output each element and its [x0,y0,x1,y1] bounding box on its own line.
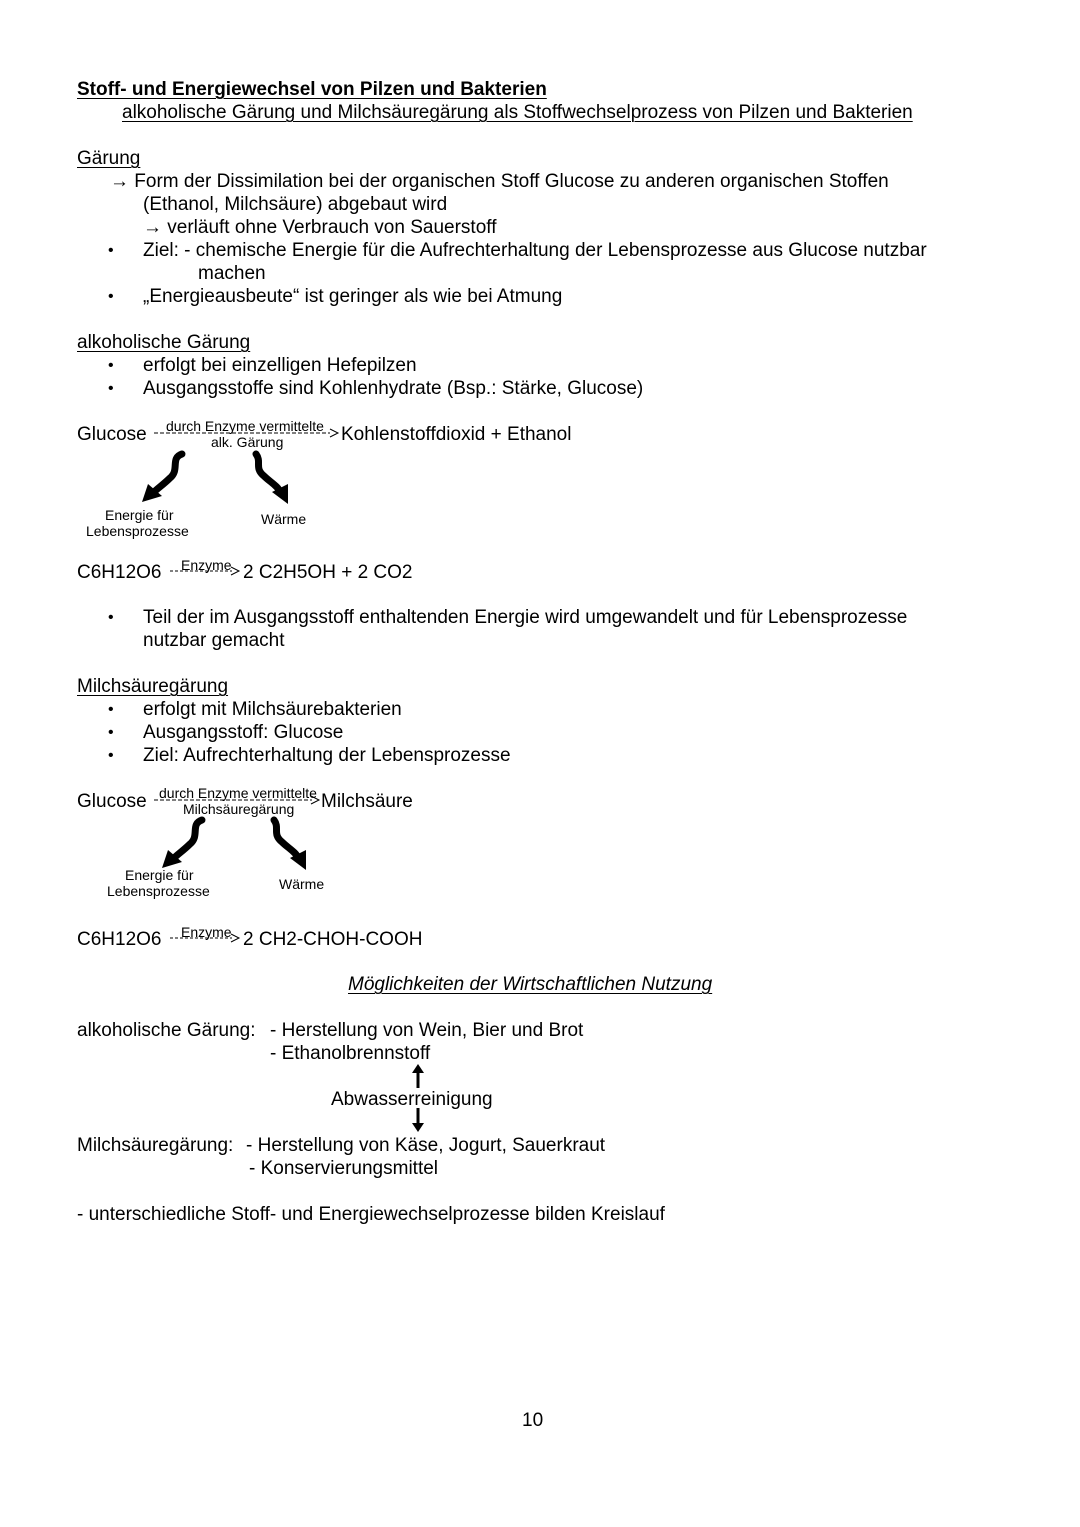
equation2-arrow-label: Enzyme [181,924,232,940]
bullet-icon: • [108,701,114,718]
diagram1-energy-label-line1: Energie für [105,507,174,523]
page-number: 10 [522,1410,544,1431]
bullet-icon: • [108,609,114,626]
bullet-icon: • [108,288,114,305]
equation2-right: 2 CH2-CHOH-COOH [243,929,423,950]
diagram1-reaction-arrow-icon [154,428,339,438]
energy-output-arrow-icon [160,818,210,870]
list-item: Ausgangsstoff: Glucose [143,722,344,743]
energy-note-line2: nutzbar gemacht [143,630,285,651]
equation1-right: 2 C2H5OH + 2 CO2 [243,562,413,583]
usage-alkoholisch-label: alkoholische Gärung: [77,1020,256,1041]
equation1-left: C6H12O6 [77,562,162,583]
list-item: Ziel: Aufrechterhaltung der Lebensprozesse [143,745,511,766]
section-heading-alkoholische-gaerung: alkoholische Gärung [77,332,251,353]
equation2-left: C6H12O6 [77,929,162,950]
usage-middle-abwasserreinigung: Abwasserreinigung [331,1089,493,1110]
page-subtitle: alkoholische Gärung und Milchsäuregärung als Stoffwechselprozess von Pilzen und Bakterien [122,102,913,123]
gaerung-definition-line3: → verläuft ohne Verbrauch von Sauerstoff [143,217,497,238]
gaerung-goal-line1: Ziel: - chemische Energie für die Aufrechterhaltung der Lebensprozesse aus Glucose nutzbar [143,240,927,261]
page-title: Stoff- und Energiewechsel von Pilzen und Bakterien [77,79,547,100]
arrow-up-icon [410,1064,426,1088]
diagram2-reactant: Glucose [77,791,147,812]
equation2-arrow-icon [170,933,240,943]
arrow-down-icon [410,1108,426,1132]
heat-output-arrow-icon [268,818,313,873]
energy-output-arrow-icon [140,452,190,504]
bullet-icon: • [108,724,114,741]
list-item: erfolgt mit Milchsäurebakterien [143,699,402,720]
usage-alkoholisch-item: - Herstellung von Wein, Bier und Brot [270,1020,584,1041]
diagram1-arrow-bottom-label: alk. Gärung [211,434,284,450]
diagram2-arrow-top-label: durch Enzyme vermittelte [159,785,317,801]
diagram2-reaction-arrow-icon [154,795,322,805]
bullet-icon: • [108,357,114,374]
section-heading-milchsaeuregaerung: Milchsäuregärung [77,676,229,697]
usage-alkoholisch-item: - Ethanolbrennstoff [270,1043,431,1064]
gaerung-definition-line2: (Ethanol, Milchsäure) abgebaut wird [143,194,448,215]
diagram1-energy-label-line2: Lebensprozesse [86,523,189,539]
bullet-icon: • [108,380,114,397]
bullet-icon: • [108,747,114,764]
diagram2-energy-label-line1: Energie für [125,867,194,883]
equation1-arrow-label: Enzyme [181,557,232,573]
diagram2-arrow-bottom-label: Milchsäuregärung [183,801,295,817]
usage-milchsaeure-item: - Konservierungsmittel [249,1158,439,1179]
usage-milchsaeure-label: Milchsäuregärung: [77,1135,234,1156]
gaerung-yield: „Energieausbeute“ ist geringer als wie bei Atmung [143,286,563,307]
diagram2-heat-label: Wärme [279,876,325,892]
diagram1-reactant: Glucose [77,424,147,445]
gaerung-goal-line2: machen [198,263,266,284]
conclusion: - unterschiedliche Stoff- und Energiewechselprozesse bilden Kreislauf [77,1204,665,1225]
usage-milchsaeure-item: - Herstellung von Käse, Jogurt, Sauerkraut [246,1135,606,1156]
section-heading-nutzung: Möglichkeiten der Wirtschaftlichen Nutzung [348,974,713,995]
diagram1-arrow-top-label: durch Enzyme vermittelte [166,418,324,434]
section-heading-gaerung: Gärung [77,148,141,169]
gaerung-definition-line1: → Form der Dissimilation bei der organischen Stoff Glucose zu anderen organischen Stoffen [110,171,889,192]
diagram1-products: Kohlenstoffdioxid + Ethanol [341,424,572,445]
equation1-arrow-icon [170,566,240,576]
diagram1-heat-label: Wärme [261,511,307,527]
diagram2-products: Milchsäure [321,791,413,812]
bullet-icon: • [108,242,114,259]
list-item: erfolgt bei einzelligen Hefepilzen [143,355,417,376]
heat-output-arrow-icon [250,452,295,507]
energy-note-line1: Teil der im Ausgangsstoff enthaltenden Energie wird umgewandelt und für Lebensprozesse [143,607,908,628]
diagram2-energy-label-line2: Lebensprozesse [107,883,210,899]
list-item: Ausgangsstoffe sind Kohlenhydrate (Bsp.: Stärke, Glucose) [143,378,644,399]
